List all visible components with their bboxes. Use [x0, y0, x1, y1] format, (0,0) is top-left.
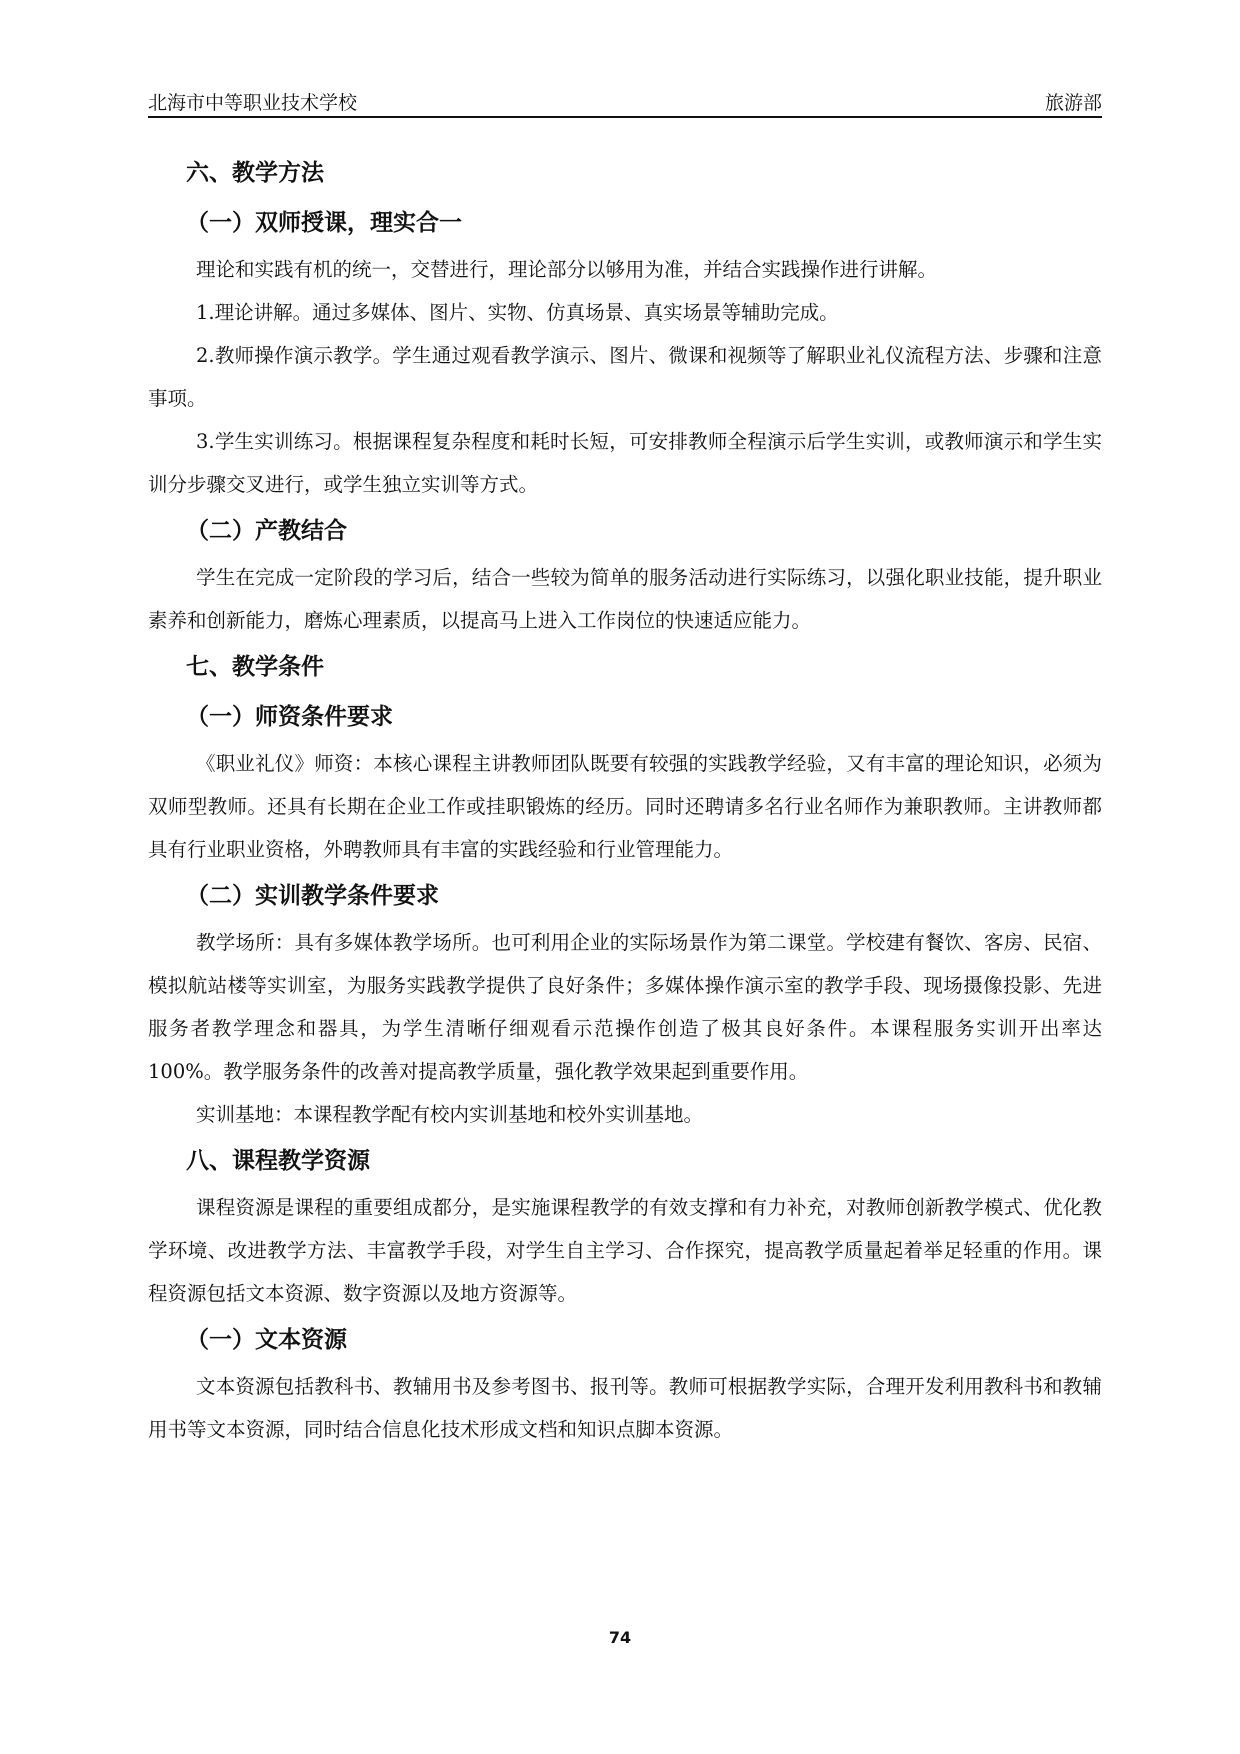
- paragraph: 实训基地：本课程教学配有校内实训基地和校外实训基地。: [196, 1103, 704, 1126]
- paragraph: 教学场所：具有多媒体教学场所。也可利用企业的实际场景作为第二课堂。学校建有餐饮、客房、民宿、模拟航站楼等实训室，为服务实践教学提供了良好条件；多媒体操作演示室的教学手段、现场摄像投影、先进服务者教学理念和器具，为学生清晰仔细观看示范操作创造了极其良好条件。本课程服务实训开出率达 100%。教学服务条件的改善对提高教学质量，强化教学效果起到重要作用。: [148, 931, 1102, 1083]
- paragraph: 课程资源是课程的重要组成都分，是实施课程教学的有效支撑和有力补充，对教师创新教学模式、优化教学环境、改进教学方法、丰富教学手段，对学生自主学习、合作探究，提高教学质量起着举足轻重的作用。课程资源包括文本资源、数字资源以及地方资源等。: [148, 1196, 1102, 1305]
- page-number: 74: [608, 1628, 632, 1647]
- paragraph: 2.教师操作演示教学。学生通过观看教学演示、图片、微课和视频等了解职业礼仪流程方法、步骤和注意事项。: [148, 344, 1102, 410]
- paragraph: 理论和实践有机的统一，交替进行，理论部分以够用为准，并结合实践操作进行讲解。: [196, 258, 938, 281]
- paragraph: 学生在完成一定阶段的学习后，结合一些较为简单的服务活动进行实际练习，以强化职业技能，提升职业素养和创新能力，磨炼心理素质，以提高马上进入工作岗位的快速适应能力。: [148, 566, 1102, 632]
- header-school-name: 北海市中等职业技术学校: [148, 92, 358, 114]
- header-department: 旅游部: [1044, 92, 1102, 114]
- subsection-heading-6-1: （一）双师授课，理实合一: [186, 210, 462, 236]
- paragraph: 《职业礼仪》师资：本核心课程主讲教师团队既要有较强的实践教学经验，又有丰富的理论知识，必须为双师型教师。还具有长期在企业工作或挂职锻炼的经历。同时还聘请多名行业名师作为兼职教师。主讲教师都具有行业职业资格，外聘教师具有丰富的实践经验和行业管理能力。: [148, 752, 1102, 861]
- subsection-heading-7-2: （二）实训教学条件要求: [186, 883, 439, 909]
- document-body: [148, 148, 1102, 1451]
- subsection-heading-8-1: （一）文本资源: [186, 1327, 347, 1353]
- paragraph: 1.理论讲解。通过多媒体、图片、实物、仿真场景、真实场景等辅助完成。: [196, 301, 839, 324]
- section-heading-6: 六、教学方法: [186, 160, 324, 186]
- subsection-heading-6-2: （二）产教结合: [186, 518, 347, 544]
- page-header: [148, 86, 1102, 118]
- paragraph: 文本资源包括教科书、教辅用书及参考图书、报刊等。教师可根据教学实际，合理开发利用教科书和教辅用书等文本资源，同时结合信息化技术形成文档和知识点脚本资源。: [148, 1375, 1102, 1441]
- section-heading-7: 七、教学条件: [186, 654, 324, 680]
- paragraph: 3.学生实训练习。根据课程复杂程度和耗时长短，可安排教师全程演示后学生实训，或教师演示和学生实训分步骤交叉进行，或学生独立实训等方式。: [148, 430, 1102, 496]
- subsection-heading-7-1: （一）师资条件要求: [186, 704, 393, 730]
- section-heading-8: 八、课程教学资源: [186, 1148, 370, 1174]
